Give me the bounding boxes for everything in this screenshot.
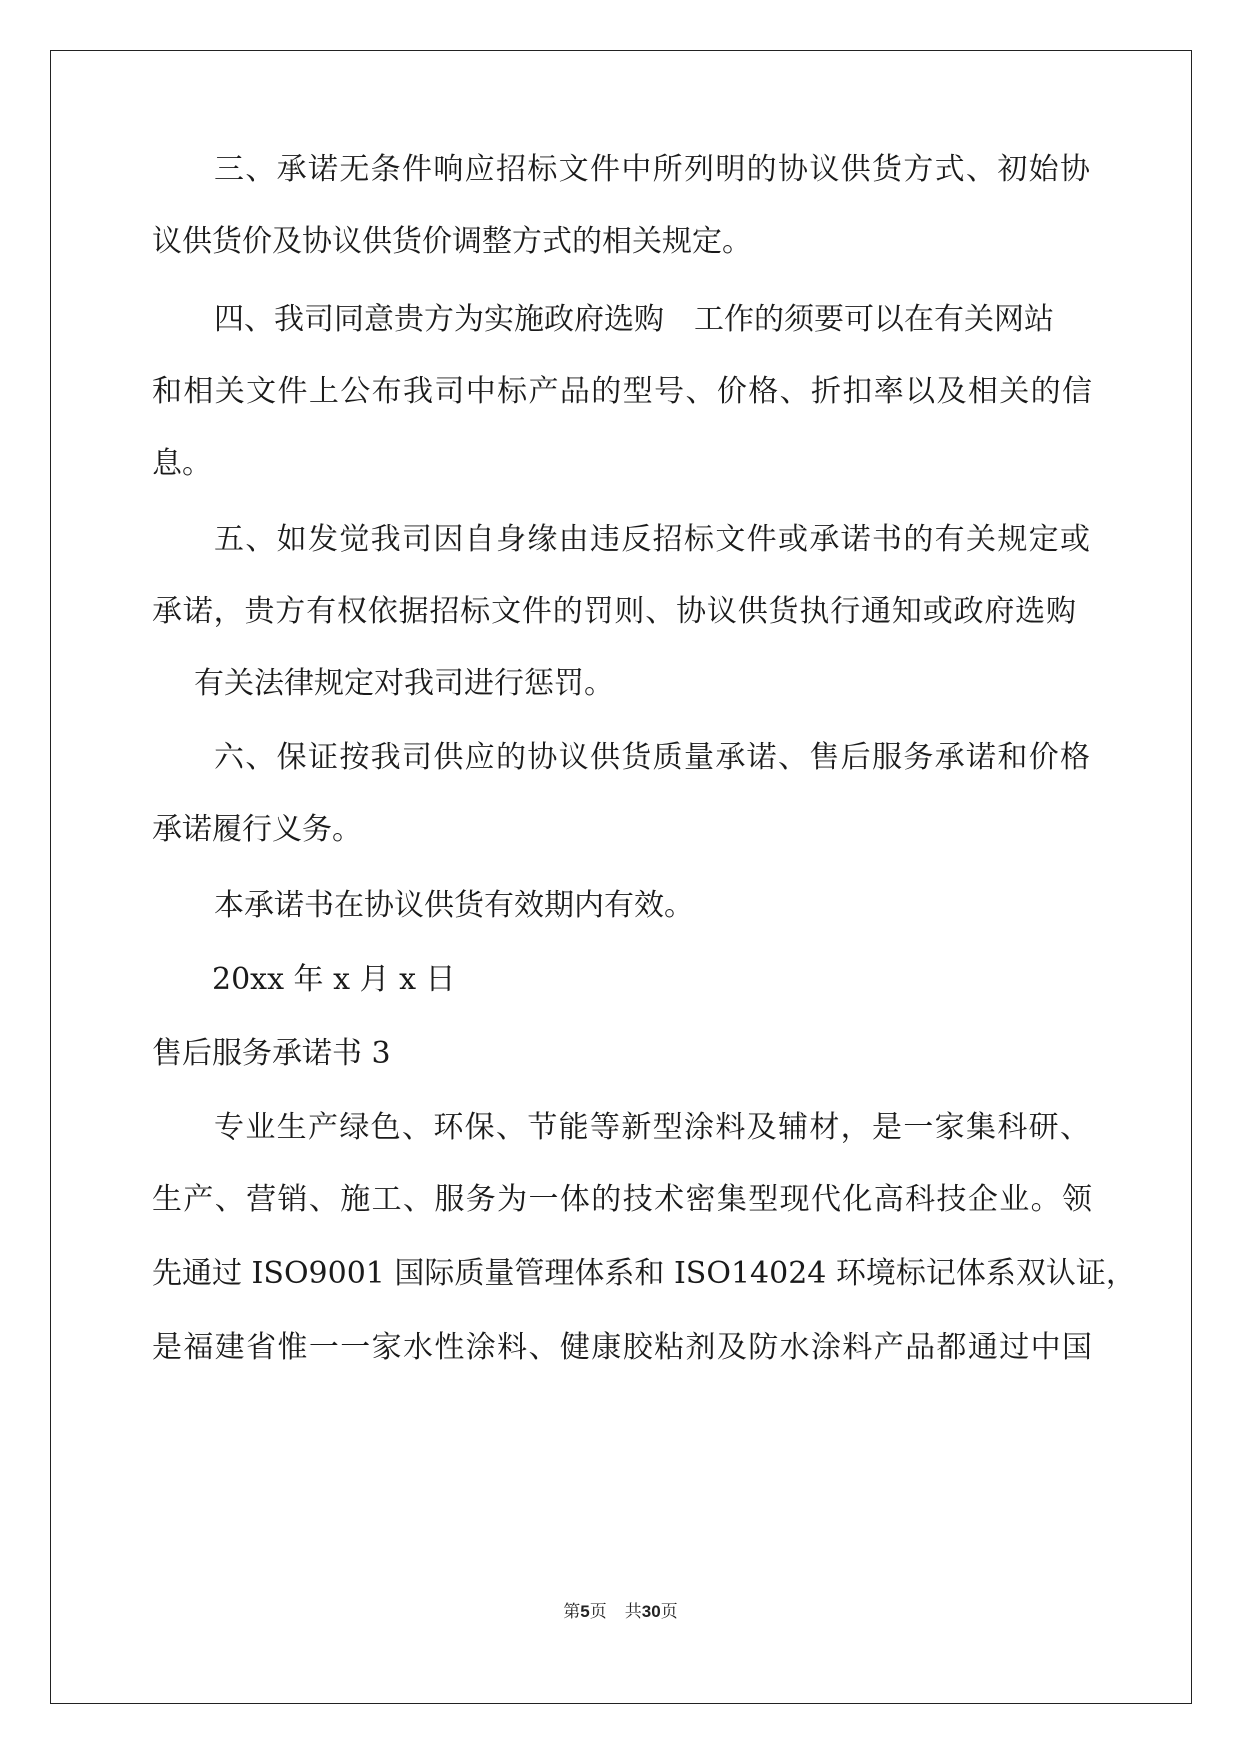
paragraph-4-line-1: 四、我司同意贵方为实施政府选购 工作的须要可以在有关网站 (214, 302, 1054, 337)
footer-total-prefix: 共 (624, 1602, 642, 1621)
date-line: 20xx 年 x 月 x 日 (212, 962, 456, 997)
footer-prefix: 第 (563, 1602, 581, 1621)
section-heading: 售后服务承诺书 3 (152, 1036, 391, 1071)
footer-total-suffix: 页 (660, 1602, 678, 1621)
validity-statement: 本承诺书在协议供货有效期内有效。 (214, 888, 694, 923)
paragraph-6-line-2: 承诺履行义务。 (152, 812, 362, 847)
paragraph-4-line-3: 息。 (152, 446, 212, 481)
company-paragraph-line-4: 是福建省惟一一家水性涂料、健康胶粘剂及防水涂料产品都通过中国 (152, 1330, 1092, 1365)
paragraph-5-line-1: 五、如发觉我司因自身缘由违反招标文件或承诺书的有关规定或 (214, 522, 1090, 557)
paragraph-6-line-1: 六、保证按我司供应的协议供货质量承诺、售后服务承诺和价格 (214, 740, 1090, 775)
company-paragraph-line-1: 专业生产绿色、环保、节能等新型涂料及辅材，是一家集科研、 (214, 1110, 1090, 1145)
company-paragraph-line-2: 生产、营销、施工、服务为一体的技术密集型现代化高科技企业。领 (152, 1182, 1092, 1217)
paragraph-3-line-2: 议供货价及协议供货价调整方式的相关规定。 (152, 224, 752, 259)
paragraph-4-line-2: 和相关文件上公布我司中标产品的型号、价格、折扣率以及相关的信 (152, 374, 1092, 409)
page-border (50, 50, 1192, 1704)
company-paragraph-line-3: 先通过 ISO9001 国际质量管理体系和 ISO14024 环境标记体系双认证， (152, 1256, 1136, 1291)
footer-page-number: 5 (580, 1602, 590, 1621)
paragraph-5-line-2: 承诺，贵方有权依据招标文件的罚则、协议供货执行通知或政府选购 (152, 594, 1076, 629)
paragraph-5-line-3: 有关法律规定对我司进行惩罚。 (194, 666, 614, 701)
footer-total-pages: 30 (641, 1602, 661, 1621)
paragraph-3-line-1: 三、承诺无条件响应招标文件中所列明的协议供货方式、初始协 (214, 152, 1090, 187)
footer-page-suffix: 页 (589, 1602, 607, 1621)
page-footer (0, 1600, 1241, 1624)
